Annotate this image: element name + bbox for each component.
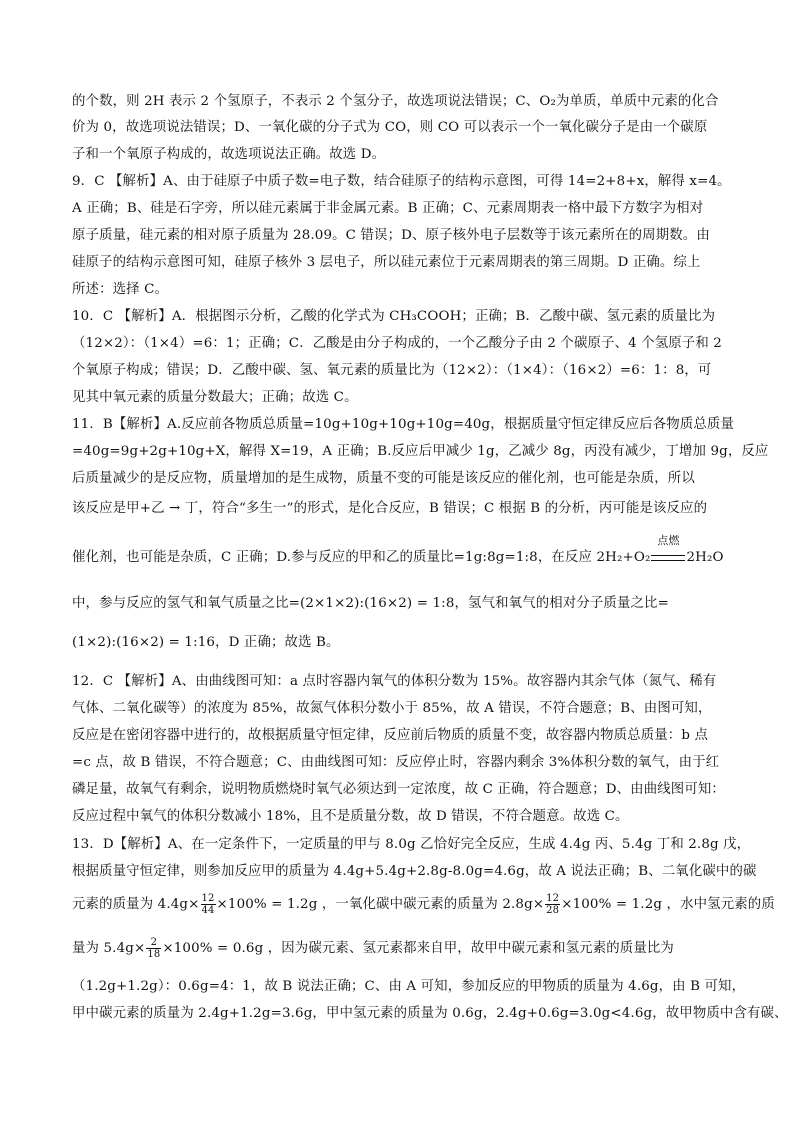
double-line-icon [651, 555, 685, 561]
text-line: 见其中氧元素的质量分数最大；正确；故选 C。 [72, 390, 358, 405]
expr-suffix: ×100% = 1.2g [561, 897, 663, 912]
text-line: 中，参与反应的氢气和氧气质量之比=(2×1×2):(16×2) = 1:8，氢气和氧气的相对分子质量之比= [72, 596, 669, 611]
text-line: 9．C 【解析】A、由于硅原子中质子数=电子数，结合硅原子的结构示意图，可得 14=2+8+x，解得 x=4。 [72, 174, 731, 189]
text-line: 根据质量守恒定律，则参加反应甲的质量为 4.4g+5.4g+2.8g-8.0g=4.6g，故 A 说法正确；B、二氧化碳中的碳 [72, 864, 757, 879]
text-line: 的个数，则 2H 表示 2 个氢原子，不表示 2 个氢分子，故选项说法错误；C、O₂为单质，单质中元素的化合 [72, 94, 719, 109]
equation-condition: 点燃 [657, 534, 680, 547]
equation-lhs: 2H₂+O₂ [596, 550, 651, 565]
text-line: 该反应是甲+乙 → 丁，符合“多生一”的形式，是化合反应，B 错误；C 根据 B 的分析，丙可能是该反应的 [72, 501, 708, 516]
text-line: （1.2g+1.2g）：0.6g=4：1，故 B 说法正确；C、由 A 可知，参加反应的甲物质的质量为 4.6g，由 B 可知， [72, 979, 746, 994]
text-line: 反应是在密闭容器中进行的，故根据质量守恒定律，反应前后物质的质量不变，故容器内物质总质量：b 点 [72, 728, 708, 743]
equation-rhs: 2H₂O [686, 550, 724, 565]
math-expression [103, 937, 264, 960]
expr-suffix: ×100% = 0.6g [162, 941, 264, 956]
text-line: (1×2):(16×2) = 1:16，D 正确；故选 B。 [72, 635, 340, 650]
fraction [146, 937, 161, 960]
text-line: 11．B【解析】A.反应前各物质总质量=10g+10g+10g+10g=40g，根据质量守恒定律反应后各物质总质量 [72, 417, 735, 432]
denominator: 44 [201, 905, 215, 916]
expr-prefix: 2.8g× [502, 897, 545, 912]
text-line: 子和一个氧原子构成的，故选项说法正确。故选 D。 [72, 147, 386, 162]
text-line-with-fractions [72, 937, 724, 960]
text-line: A 正确；B、硅是石字旁，所以硅元素属于非金属元素。B 正确；C、元素周期表一格中最下方数字为相对 [72, 201, 704, 216]
text-line-with-fractions [72, 893, 775, 916]
text-line: 硅原子的结构示意图可知，硅原子核外 3 层电子，所以硅元素位于元素周期表的第三周期。D 正确。综上 [72, 255, 701, 270]
text-line: 所述：选择 C。 [72, 282, 169, 297]
expr-prefix: 4.4g× [157, 897, 200, 912]
text-line: 10．C 【解析】A．根据图示分析，乙酸的化学式为 CH₃COOH；正确；B．乙酸中碳、氢元素的质量比为 [72, 309, 716, 324]
text-line: 甲中碳元素的质量为 2.4g+1.2g=3.6g，甲中氢元素的质量为 0.6g，2.4g+0.6g=3.0g<4.6g，故甲物质中含有碳、 [72, 1006, 788, 1021]
equation-arrow [650, 534, 686, 568]
text-line: 价为 0，故选项说法错误；D、一氧化碳的分子式为 CO，则 CO 可以表示一个一氧化碳分子是由一个碳原 [72, 120, 708, 135]
text-line: （12×2）：（1×4）=6：1；正确；C．乙酸是由分子构成的，一个乙酸分子由 2 个碳原子、4 个氢原子和 2 [72, 336, 722, 351]
text-line: 磷足量，故氧气有剩余，说明物质燃烧时氧气必须达到一定浓度，故 C 正确，符合题意；D、由曲线图可知： [72, 782, 725, 797]
fraction [201, 893, 216, 916]
text-line: 反应过程中氧气的体积分数减小 18%，且不是质量分数，故 D 错误，不符合题意。故选 C。 [72, 809, 629, 824]
text-segment: 量为 [72, 941, 100, 956]
numerator: 12 [546, 893, 560, 904]
denominator: 28 [546, 905, 560, 916]
text-segment: ，因为碳元素、氢元素都来自甲，故甲中碳元素和氢元素的质量比为 [267, 941, 674, 956]
numerator: 12 [201, 893, 215, 904]
text-segment: ，水中氢元素的质 [666, 897, 775, 912]
text-line: 13．D【解析】A、在一定条件下，一定质量的甲与 8.0g 乙恰好完全反应，生成 4.4g 丙、5.4g 丁和 2.8g 戊， [72, 837, 751, 852]
math-expression [157, 893, 318, 916]
text-segment: ，一氧化碳中碳元素的质量为 [321, 897, 498, 912]
text-line: =40g=9g+2g+10g+X，解得 X=19，A 正确；B.反应后甲减少 1g，乙减少 8g，丙没有减少，丁增加 9g，反应 [72, 444, 769, 459]
chemical-equation [596, 534, 724, 568]
text-line: 后质量减少的是反应物，质量增加的是生成物，质量不变的可能是该反应的催化剂，也可能是杂质，所以 [72, 471, 695, 486]
math-expression [502, 893, 663, 916]
text-line: 气体、二氧化碳等）的浓度为 85%，故氮气体积分数小于 85%，故 A 错误，不符合题意；B、由图可知， [72, 701, 712, 716]
text-segment: 元素的质量为 [72, 897, 154, 912]
text-line: 原子质量，硅元素的相对原子质量为 28.09。C 错误；D、原子核外电子层数等于该元素所在的周期数。由 [72, 228, 710, 243]
text-line: 个氧原子构成；错误；D．乙酸中碳、氢、氧元素的质量比为（12×2）：（1×4）：（16×2）=6：1：8，可 [72, 363, 712, 378]
text-segment: 催化剂，也可能是杂质，C 正确；D.参与反应的甲和乙的质量比=1g:8g=1:8，在反应 [72, 550, 593, 565]
fraction [545, 893, 560, 916]
text-line: 12．C 【解析】A、由曲线图可知：a 点时容器内氧气的体积分数为 15%。故容器内其余气体（氮气、稀有 [72, 674, 717, 689]
denominator: 18 [147, 949, 161, 960]
expr-suffix: ×100% = 1.2g [216, 897, 318, 912]
numerator: 2 [146, 937, 161, 949]
expr-prefix: 5.4g× [103, 941, 146, 956]
text-line: =c 点，故 B 错误，不符合题意；C、由曲线图可知：反应停止时，容器内剩余 3%体积分数的氧气，由于红 [72, 755, 720, 770]
text-line-with-equation [72, 534, 724, 568]
